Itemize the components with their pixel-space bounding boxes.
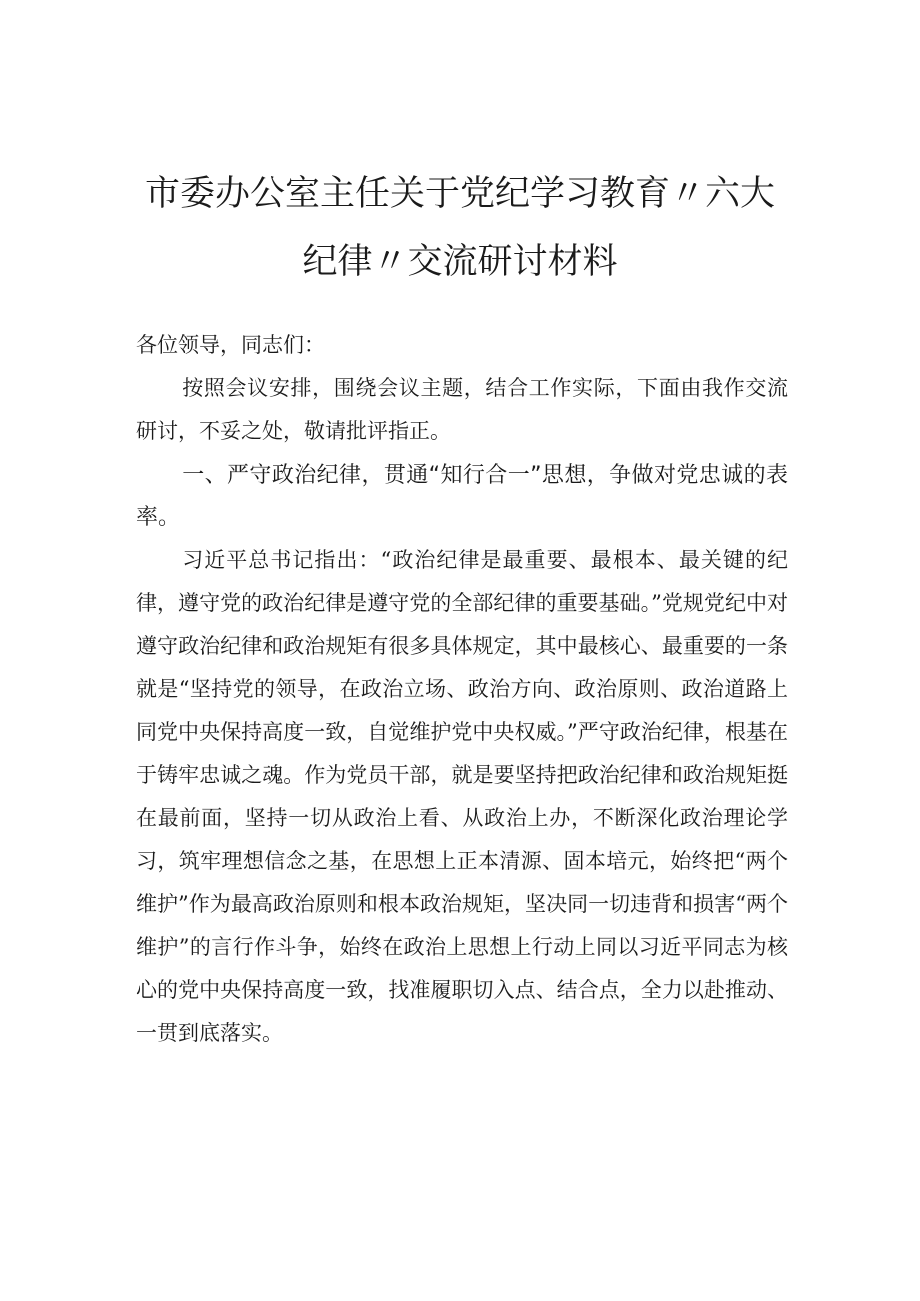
intro-paragraph: 按照会议安排，围绕会议主题，结合工作实际，下面由我作交流研讨，不妥之处，敬请批评指正。 (136, 376, 788, 443)
section-1-heading: 一、严守政治纪律，贯通“知行合一”思想，争做对党忠诚的表率。 (136, 463, 788, 530)
document-body (136, 324, 788, 1055)
salutation: 各位领导，同志们： (136, 333, 325, 357)
title-line-2: 纪律〃交流研讨材料 (302, 242, 618, 282)
document-title (130, 160, 790, 296)
title-line-1: 市委办公室主任关于党纪学习教育〃六大 (144, 174, 775, 214)
section-1-paragraph: 习近平总书记指出：“政治纪律是最重要、最根本、最关键的纪律，遵守党的政治纪律是遵守党的全部纪律的重要基础。”党规党纪中对遵守政治纪律和政治规矩有很多具体规定，其中最核心、最重要的一条就是“坚持党的领导，在政治立场、政治方向、政治原则、政治道路上同党中央保持高度一致，自觉维护党中央权威。”严守政治纪律，根基在于铸牢忠诚之魂。作为党员干部，就是要坚持把政治纪律和政治规矩挺在最前面，坚持一切从政治上看、从政治上办，不断深化政治理论学习，筑牢理想信念之基，在思想上正本清源、固本培元，始终把“两个维护”作为最高政治原则和根本政治规矩，坚决同一切违背和损害“两个维护”的言行作斗争，始终在政治上思想上行动上同以习近平同志为核心的党中央保持高度一致，找准履职切入点、结合点，全力以赴推动、一贯到底落实。 (136, 548, 788, 1045)
